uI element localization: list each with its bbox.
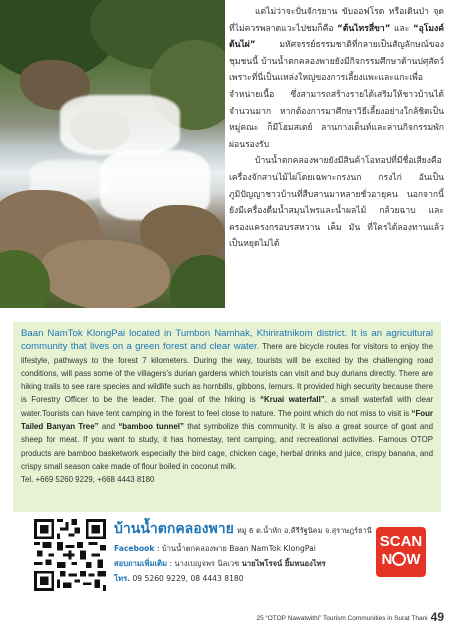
thai-article bbox=[229, 4, 444, 253]
community-title: บ้านน้ำตกคลองพาย หมู่ 6 ต.น้ำหัก อ.คีรีรัฐนิคม จ.สุราษฎร์ธานี bbox=[114, 521, 372, 537]
panel-lead-text: located in Tumbon Namhak, Khiriratnikom district. It is an agricultural community that lives on a green forest and clear water. bbox=[21, 328, 433, 353]
english-summary-panel: Baan NamTok KlongPai located in Tumbon Namhak, Khiriratnikom district. It is an agricultural community that lives on a green forest and clear water. There are bicycle routes for visitors to enjoy the lifestyle, pathways to the forest 7 kilometers. During the way, tourists will be excited by the challenging road conditions, will pass some of the villagers’s durian gardens which tourists can visit and buy durians directly. There are hiking trails to see rare species and wildlife such as hornbills, gibbons, lemurs. It provided high security because there is Forestry Officer to be the leader. The goal of the hiking is “Kruai waterfall”, a small waterfall with clear water.Tourists can have tent camping in the forest to feel close to nature. The point which do not miss to visit is “Four Tailed Banyan Tree” and “bamboo tunnel” that symbolize this community. It is also a great source of goat and sheep for meat. If you want to study, it has homestay, tent camping, and recreational activities. Famous OTOP products are bamboo basketwork especially the bird cage, chicken cage, herbal drinks and juice, crispy banana, and crispy small season cake made of flour boiled in coconut milk. Tel. +669 5260 9229, +668 4443 8180 bbox=[13, 322, 441, 512]
scan-now-badge[interactable]: SCAN N W bbox=[376, 527, 426, 577]
panel-lead-name: Baan NamTok KlongPai bbox=[21, 328, 126, 339]
waterfall-photo bbox=[0, 0, 225, 308]
circle-icon bbox=[392, 552, 406, 566]
contact-line: สอบถามเพิ่มเติม : นางเบญจพร นิลเวช นายไพโรจน์ ยิ้มหนองไทร bbox=[114, 559, 326, 568]
facebook-line: Facebook : บ้านน้ำตกคลองพาย Baan NamTok KlongPai bbox=[114, 544, 316, 553]
telephone-line: โทร. 09 5260 9229, 08 4443 8180 bbox=[114, 574, 244, 583]
qr-code[interactable] bbox=[34, 519, 106, 591]
page-number: 49 bbox=[430, 610, 444, 624]
thai-paragraph-1: แต่ไม่ว่าจะปั่นจักรยาน ขับออฟโรด หรือเดินป่า จุดที่ไม่ควรพลาดแวะไปชมก็คือ “ต้นไทรสี่ขา” และ “อุโมงค์ต้นไผ่” มหัศจรรย์ธรรมชาติที่กลายเป็นสัญลักษณ์ของชุมชนนี้ บ้านน้ำตกคลองพายยังมีกิจกรรมศึกษาด้านปศุสัตว์ เพราะที่นี่เป็นแหล่งใหญ่ของการเลี้ยงแพะและแกะเพื่อจำหน่ายเนื้อ ซึ่งสามารถสร้างรายได้เสริมให้ชาวบ้านได้จำนวนมาก หากต้องการมาศึกษาวิธีเลี้ยงอย่างใกล้ชิดเป็นหมู่คณะ ก็มีโฮมสเตย์ ลานกางเต็นท์และลานกิจกรรมพักผ่อนรองรับ bbox=[229, 7, 444, 150]
page-footer bbox=[240, 610, 444, 626]
panel-telephone: Tel. +669 5260 9229, +668 4443 8180 bbox=[21, 475, 155, 485]
community-address: หมู่ 6 ต.น้ำหัก อ.คีรีรัฐนิคม จ.สุราษฎร์ธานี bbox=[236, 526, 372, 535]
footer-text: 25 “OTOP Nawatwithi” Tourism Communities in Surat Thani bbox=[256, 615, 428, 622]
thai-highlight-bamboo: “อุโมงค์ต้นไผ่” bbox=[229, 23, 444, 51]
community-info bbox=[114, 519, 384, 586]
thai-paragraph-2: บ้านน้ำตกคลองพายยังมีสินค้าโอทอปที่มีชื่อเสียงคือ เครื่องจักสานไม้ไผ่โดยเฉพาะกรงนก กรงไก่ อันเป็นภูมิปัญญาชาวบ้านที่สืบสานมาหลายชั่วอายุคน นอกจากนี้ยังมีเครื่องดื่มน้ำสมุนไพรและน้ำผลไม้ กล้วยฉาบ และครองแครงกรอบรสหวาน เค็ม มัน ที่ใครได้ลองทานแล้วเป็นหยุดไม่ได้ bbox=[229, 156, 444, 250]
thai-highlight-banyan: “ต้นไทรสี่ขา” bbox=[337, 23, 391, 34]
